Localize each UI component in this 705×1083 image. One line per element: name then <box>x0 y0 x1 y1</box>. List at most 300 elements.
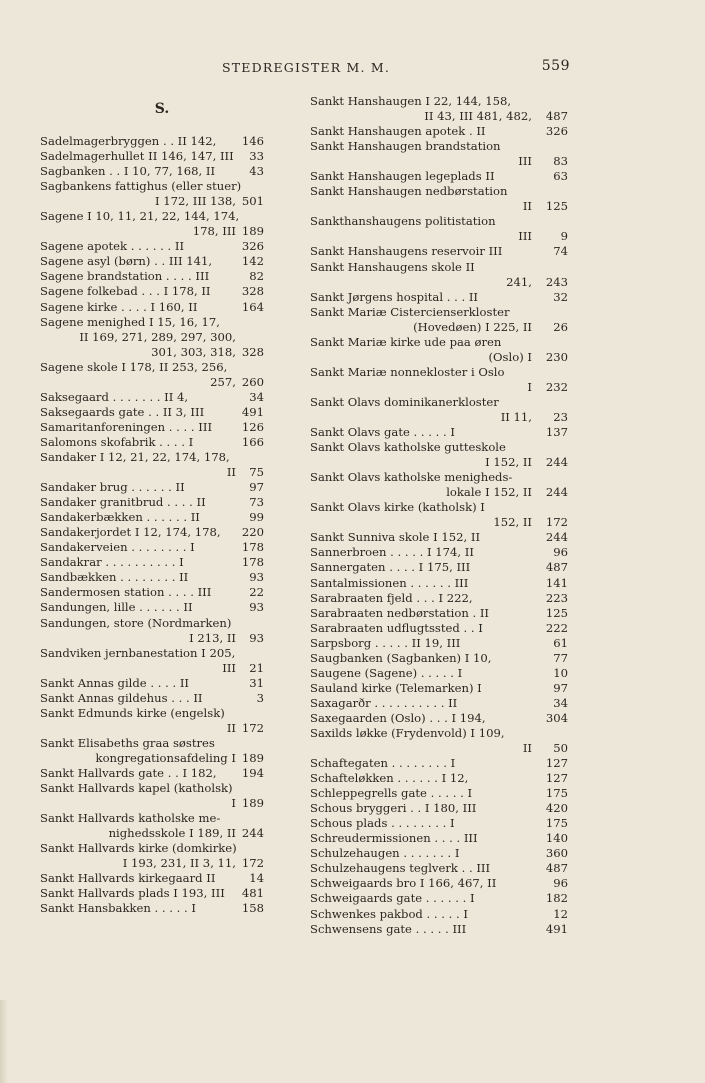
entry-text: Sankt Edmunds kirke (engelsk) <box>40 705 225 720</box>
entry-page-number: 93 <box>249 630 264 645</box>
index-entry-line <box>310 109 568 124</box>
entry-page-number: 420 <box>545 801 568 816</box>
entry-page-number: 487 <box>545 109 568 124</box>
entry-text: Schafteløkken . . . . . . I 12, <box>310 771 469 786</box>
entry-text: 152, II <box>493 515 532 530</box>
entry-text: I 193, 231, II 3, 11, <box>122 856 236 871</box>
entry-text: Sannerbroen . . . . . I 174, II <box>310 545 474 560</box>
entry-text: Sankt Hansbakken . . . . . I <box>40 901 196 916</box>
entry-page-number: 175 <box>545 786 568 801</box>
entry-page-number: 10 <box>553 665 568 680</box>
index-entry-line <box>40 570 264 585</box>
entry-text: Saxegaarden (Oslo) . . . I 194, <box>310 710 486 725</box>
entry-page-number: 164 <box>241 299 264 314</box>
index-entry-line <box>310 395 568 410</box>
index-entry-line <box>310 876 568 891</box>
entry-text: Sankt Elisabeths graa søstres <box>40 735 215 750</box>
index-entry-line <box>40 300 264 315</box>
entry-page-number: 63 <box>553 169 568 184</box>
entry-text: Sagbanken . . I 10, 77, 168, II <box>40 164 216 179</box>
entry-page-number: 50 <box>553 741 568 756</box>
index-entry-line <box>40 736 264 751</box>
index-entry-line <box>40 254 264 269</box>
index-entry-line <box>310 290 568 305</box>
entry-text: II <box>522 741 532 756</box>
index-entry-line <box>40 495 264 510</box>
index-entry-line <box>310 907 568 922</box>
entry-text: Sankt Hallvards katholske me- <box>40 811 221 826</box>
index-entry-line <box>40 525 264 540</box>
entry-text: Sandakerjordet I 12, 174, 178, <box>40 525 221 540</box>
entry-page-number: 223 <box>545 590 568 605</box>
entry-page-number: 73 <box>249 495 264 510</box>
index-entry-line <box>40 465 264 480</box>
entry-page-number: 93 <box>249 570 264 585</box>
index-entry-line <box>310 711 568 726</box>
entry-text: II <box>226 465 236 480</box>
entry-text: Sandermosen station . . . . III <box>40 585 212 600</box>
entry-text: Sagene apotek . . . . . . II <box>40 239 185 254</box>
index-entry-line <box>310 365 568 380</box>
entry-text: Sankt Annas gilde . . . . II <box>40 675 189 690</box>
entry-page-number: 487 <box>545 861 568 876</box>
entry-text: 241, <box>506 274 532 289</box>
index-entry-line <box>40 585 264 600</box>
index-entry-line <box>40 480 264 495</box>
entry-text: Sarabraaten nedbørstation . II <box>310 605 490 620</box>
entry-text: Sankthanshaugens politistation <box>310 214 496 229</box>
entry-text: Schulzehaugen . . . . . . . I <box>310 846 460 861</box>
entry-text: Santalmissionen . . . . . . III <box>310 575 469 590</box>
entry-page-number: 491 <box>545 921 568 936</box>
index-entry-line <box>310 591 568 606</box>
entry-text: Saksegaards gate . . II 3, III <box>40 404 205 419</box>
index-entry-line <box>40 345 264 360</box>
entry-page-number: 172 <box>241 856 264 871</box>
index-entry-line <box>310 861 568 876</box>
entry-page-number: 501 <box>241 194 264 209</box>
index-entry-line <box>310 199 568 214</box>
index-entry-line <box>310 485 568 500</box>
index-entry-line <box>40 766 264 781</box>
index-entry-line <box>40 224 264 239</box>
entry-text: Sagbankens fattighus (eller stuer) <box>40 179 242 194</box>
entry-text: Sankt Olavs katholske gutteskole <box>310 440 506 455</box>
entry-page-number: 158 <box>241 901 264 916</box>
index-entry-line <box>310 831 568 846</box>
index-entry-line <box>40 555 264 570</box>
entry-text: Sandakerveien . . . . . . . . I <box>40 540 195 555</box>
entry-text: Sarpsborg . . . . . II 19, III <box>310 635 461 650</box>
index-entry-line <box>40 540 264 555</box>
entry-text: Sankt Hanshaugens reservoir III <box>310 244 503 259</box>
entry-text: Sankt Hanshaugens skole II <box>310 259 475 274</box>
index-entry-line <box>40 841 264 856</box>
index-entry-line <box>310 666 568 681</box>
entry-text: Sandaker granitbrud . . . . II <box>40 495 206 510</box>
entry-text: 301, 303, 318, <box>151 344 236 359</box>
entry-text: Sagene asyl (børn) . . III 141, <box>40 254 213 269</box>
entry-text: Sadelmagerbryggen . . II 142, <box>40 134 217 148</box>
entry-text: Saugene (Sagene) . . . . . I <box>310 665 463 680</box>
entry-text: Schleppegrells gate . . . . . I <box>310 786 473 801</box>
entry-page-number: 244 <box>545 485 568 500</box>
entry-text: lokale I 152, II <box>446 485 532 500</box>
index-entry-line <box>310 726 568 741</box>
index-entry-line <box>310 576 568 591</box>
entry-page-number: 326 <box>545 124 568 139</box>
index-entry-line <box>40 691 264 706</box>
entry-text: Sagene folkebad . . . I 178, II <box>40 284 211 299</box>
left-column <box>40 94 264 916</box>
index-entry-line <box>40 510 264 525</box>
entry-text: Sandviken jernbanestation I 205, <box>40 645 236 660</box>
entry-text: (Oslo) I <box>488 349 532 364</box>
index-entry-line <box>40 796 264 811</box>
index-entry-line <box>40 269 264 284</box>
entry-page-number: 244 <box>545 530 568 545</box>
entry-text: Sannergaten . . . . I 175, III <box>310 560 471 575</box>
entry-text: Saxilds løkke (Frydenvold) I 109, <box>310 725 505 740</box>
entry-text: kongregationsafdeling I <box>95 750 236 765</box>
entry-text: Schwensens gate . . . . . III <box>310 921 467 936</box>
entry-page-number: 304 <box>545 710 568 725</box>
index-entry-line <box>310 410 568 425</box>
entry-page-number: 326 <box>241 239 264 254</box>
entry-page-number: 33 <box>249 149 264 164</box>
index-entry-line <box>310 696 568 711</box>
index-entry-line <box>40 134 264 149</box>
entry-text: Sankt Hanshaugen I 22, 144, 158, <box>310 94 512 108</box>
entry-page-number: 328 <box>241 344 264 359</box>
entry-text: Sandbækken . . . . . . . . II <box>40 570 189 585</box>
entry-page-number: 14 <box>249 871 264 886</box>
entry-page-number: 243 <box>545 274 568 289</box>
entry-text: Sankt Hallvards plads I 193, III <box>40 886 225 901</box>
index-entry-line <box>40 179 264 194</box>
index-entry-line <box>40 315 264 330</box>
index-entry-line <box>310 786 568 801</box>
entry-text: Sarabraaten udflugtssted . . I <box>310 620 483 635</box>
entry-text: Sankt Mariæ nonnekloster i Oslo <box>310 364 505 379</box>
entry-text: Sankt Hanshaugen nedbørstation <box>310 184 508 199</box>
entry-text: Sankt Hanshaugen brandstation <box>310 139 501 154</box>
entry-text: III <box>518 229 532 244</box>
index-entry-line <box>310 771 568 786</box>
index-entry-line <box>310 621 568 636</box>
index-entry-line <box>310 244 568 259</box>
index-entry-line <box>40 781 264 796</box>
entry-page-number: 328 <box>241 284 264 299</box>
entry-page-number: 96 <box>553 876 568 891</box>
entry-page-number: 244 <box>545 455 568 470</box>
index-entry-line <box>40 646 264 661</box>
entry-page-number: 189 <box>241 796 264 811</box>
index-entry-line <box>310 425 568 440</box>
running-header <box>0 58 705 80</box>
entry-text: Saksegaard . . . . . . . II 4, <box>40 389 189 404</box>
index-entry-line <box>310 214 568 229</box>
entry-text: Sauland kirke (Telemarken) I <box>310 680 482 695</box>
entry-page-number: 481 <box>241 886 264 901</box>
entry-text: Sagene menighed I 15, 16, 17, <box>40 314 220 329</box>
entry-text: Schous plads . . . . . . . . I <box>310 816 455 831</box>
entry-text: Sagene I 10, 11, 21, 22, 144, 174, <box>40 209 240 224</box>
entry-text: I 152, II <box>485 455 532 470</box>
entry-page-number: 3 <box>256 690 264 705</box>
entry-text: II 169, 271, 289, 297, 300, <box>79 329 236 344</box>
entry-text: Sankt Olavs katholske menigheds- <box>310 470 513 485</box>
index-entry-line <box>310 154 568 169</box>
entry-text: Sankt Hallvards kirkegaard II <box>40 871 216 886</box>
entry-page-number: 127 <box>545 756 568 771</box>
entry-text: Sankt Sunniva skole I 152, II <box>310 530 481 545</box>
entry-page-number: 127 <box>545 771 568 786</box>
index-entry-line <box>40 886 264 901</box>
index-entry-line <box>310 169 568 184</box>
entry-page-number: 31 <box>249 675 264 690</box>
entry-text: Sankt Olavs dominikanerkloster <box>310 394 499 409</box>
entry-text: Schweigaards gate . . . . . . I <box>310 891 475 906</box>
entry-text: Sandakerbækken . . . . . . II <box>40 510 200 525</box>
index-entry-line <box>310 184 568 199</box>
entry-page-number: 166 <box>241 434 264 449</box>
index-entry-line <box>40 661 264 676</box>
entry-text: II <box>522 199 532 214</box>
entry-text: Schwenkes pakbod . . . . . I <box>310 906 468 921</box>
index-entry-line <box>40 856 264 871</box>
index-entry-line <box>310 350 568 365</box>
index-entry-line <box>310 124 568 139</box>
entry-page-number: 125 <box>545 605 568 620</box>
index-entry-line <box>40 284 264 299</box>
entry-text: Sankt Hallvards kapel (katholsk) <box>40 781 233 796</box>
section-letter: S. <box>154 101 170 117</box>
entry-page-number: 99 <box>249 510 264 525</box>
entry-text: (Hovedøen) I 225, II <box>413 319 532 334</box>
entry-page-number: 83 <box>553 154 568 169</box>
entry-page-number: 182 <box>545 891 568 906</box>
entry-page-number: 34 <box>553 695 568 710</box>
right-column <box>310 94 568 937</box>
entry-page-number: 32 <box>553 289 568 304</box>
index-entry-line <box>40 360 264 375</box>
entry-text: III <box>518 154 532 169</box>
entry-page-number: 142 <box>241 254 264 269</box>
index-entry-line <box>40 390 264 405</box>
entry-text: Sandungen, lille . . . . . . II <box>40 600 193 615</box>
index-entry-line <box>310 756 568 771</box>
index-entry-line <box>40 450 264 465</box>
entry-text: Sagene brandstation . . . . III <box>40 269 210 284</box>
index-entry-line <box>40 826 264 841</box>
index-entry-line <box>40 164 264 179</box>
entry-page-number: 232 <box>545 379 568 394</box>
index-entry-line <box>40 706 264 721</box>
entry-text: Sankt Hallvards gate . . I 182, <box>40 765 217 780</box>
entry-page-number: 97 <box>553 680 568 695</box>
index-entry-line <box>40 420 264 435</box>
entry-page-number: 189 <box>241 224 264 239</box>
entry-page-number: 77 <box>553 650 568 665</box>
entry-page-number: 23 <box>553 409 568 424</box>
index-entry-line <box>40 631 264 646</box>
entry-page-number: 175 <box>545 816 568 831</box>
entry-page-number: 491 <box>241 404 264 419</box>
index-entry-line <box>40 405 264 420</box>
index-entry-line <box>310 305 568 320</box>
entry-page-number: 141 <box>545 575 568 590</box>
entry-text: I <box>527 379 532 394</box>
entry-page-number: 61 <box>553 635 568 650</box>
entry-page-number: 9 <box>560 229 568 244</box>
entry-text: Sankt Hallvards kirke (domkirke) <box>40 841 237 856</box>
entry-page-number: 34 <box>249 389 264 404</box>
index-entry-line <box>40 600 264 615</box>
index-entry-line <box>40 330 264 345</box>
index-entry-line <box>310 380 568 395</box>
entry-text: Schulzehaugens teglverk . . III <box>310 861 491 876</box>
entry-text: Sankt Annas gildehus . . . II <box>40 690 203 705</box>
index-entry-line <box>310 335 568 350</box>
entry-page-number: 487 <box>545 560 568 575</box>
page-edge-shadow <box>0 1000 8 1083</box>
index-entry-line <box>40 435 264 450</box>
entry-page-number: 26 <box>553 319 568 334</box>
index-entry-line <box>310 139 568 154</box>
index-entry-line <box>310 922 568 937</box>
entry-page-number: 74 <box>553 244 568 259</box>
index-entry-line <box>40 871 264 886</box>
index-entry-line <box>310 560 568 575</box>
entry-page-number: 97 <box>249 480 264 495</box>
entry-page-number: 244 <box>241 826 264 841</box>
entry-text: Samaritanforeningen . . . . III <box>40 419 213 434</box>
entry-page-number: 126 <box>241 419 264 434</box>
entry-text: Sankt Olavs kirke (katholsk) I <box>310 500 485 515</box>
entry-page-number: 178 <box>241 540 264 555</box>
entry-page-number: 178 <box>241 555 264 570</box>
entry-text: Saxagarðr . . . . . . . . . . II <box>310 695 458 710</box>
entry-text: I 172, III 138, <box>154 194 236 209</box>
header-title: STEDREGISTER M. M. <box>222 60 391 75</box>
entry-page-number: 260 <box>241 374 264 389</box>
entry-text: Schous bryggeri . . I 180, III <box>310 801 477 816</box>
entry-page-number: 12 <box>553 906 568 921</box>
index-entry-line <box>40 209 264 224</box>
index-entry-line <box>40 149 264 164</box>
entry-text: III <box>222 660 236 675</box>
index-entry-line <box>310 846 568 861</box>
entry-text: II <box>226 720 236 735</box>
entry-text: Sankt Olavs gate . . . . . I <box>310 425 455 440</box>
entry-text: Salomons skofabrik . . . . I <box>40 434 194 449</box>
entry-page-number: 360 <box>545 846 568 861</box>
index-entry-line <box>310 470 568 485</box>
entry-text: 257, <box>210 374 236 389</box>
index-entry-line <box>40 239 264 254</box>
entry-page-number: 21 <box>249 660 264 675</box>
index-entry-line <box>40 375 264 390</box>
index-entry-line <box>310 530 568 545</box>
entry-text: Sagene kirke . . . . I 160, II <box>40 299 198 314</box>
index-entry-line <box>310 260 568 275</box>
entry-page-number: 146 <box>241 134 264 148</box>
entry-text: Schweigaards bro I 166, 467, II <box>310 876 497 891</box>
index-entry-line <box>40 616 264 631</box>
entry-text: Sankt Mariæ Cistercienserkloster <box>310 304 510 319</box>
index-entry-line <box>40 676 264 691</box>
entry-text: Sandaker brug . . . . . . II <box>40 480 185 495</box>
entry-text: Sadelmagerhullet II 146, 147, III <box>40 149 234 164</box>
entry-page-number: 194 <box>241 765 264 780</box>
entry-page-number: 220 <box>241 525 264 540</box>
entry-page-number: 125 <box>545 199 568 214</box>
entry-page-number: 140 <box>545 831 568 846</box>
index-entry-line <box>310 681 568 696</box>
index-entry-line <box>310 891 568 906</box>
entry-page-number: 222 <box>545 620 568 635</box>
entry-page-number: 93 <box>249 600 264 615</box>
index-entry-line <box>310 636 568 651</box>
entry-text: I 213, II <box>189 630 236 645</box>
index-entry-line <box>310 500 568 515</box>
index-entry-line <box>310 515 568 530</box>
index-entry-line <box>310 651 568 666</box>
index-entry-line <box>310 606 568 621</box>
entry-text: II 11, <box>500 409 532 424</box>
entry-page-number: 82 <box>249 269 264 284</box>
entry-text: Schaftegaten . . . . . . . . I <box>310 756 456 771</box>
entry-text: Schreudermissionen . . . . III <box>310 831 478 846</box>
index-entry-line <box>40 751 264 766</box>
entry-page-number: 75 <box>249 465 264 480</box>
entry-text: I <box>231 796 236 811</box>
entry-text: Sandungen, store (Nordmarken) <box>40 615 232 630</box>
index-entry-line <box>40 194 264 209</box>
index-entry-line <box>40 811 264 826</box>
entry-page-number: 172 <box>241 720 264 735</box>
index-entry-line <box>310 741 568 756</box>
entry-text: Sarabraaten fjeld . . . I 222, <box>310 590 473 605</box>
entry-page-number: 189 <box>241 750 264 765</box>
entry-text: Sankt Mariæ kirke ude paa øren <box>310 334 502 349</box>
entry-text: Saugbanken (Sagbanken) I 10, <box>310 650 492 665</box>
index-entry-line <box>310 229 568 244</box>
entry-text: Sagene skole I 178, II 253, 256, <box>40 359 228 374</box>
entry-text: nighedsskole I 189, II <box>108 826 236 841</box>
page-number: 559 <box>541 58 570 74</box>
entry-page-number: 43 <box>249 164 264 179</box>
entry-text: Sandaker I 12, 21, 22, 174, 178, <box>40 449 230 464</box>
entry-text: 178, III <box>192 224 236 239</box>
index-entry-line <box>310 455 568 470</box>
entry-page-number: 96 <box>553 545 568 560</box>
index-entry-line <box>40 901 264 916</box>
index-entry-line <box>310 816 568 831</box>
index-entry-line <box>40 721 264 736</box>
entry-text: Sandakrar . . . . . . . . . . I <box>40 555 184 570</box>
entry-page-number: 172 <box>545 515 568 530</box>
entry-text: Sankt Hanshaugen apotek . II <box>310 124 486 139</box>
entry-text: Sankt Hanshaugen legeplads II <box>310 169 495 184</box>
entry-page-number: 137 <box>545 425 568 440</box>
index-entry-line <box>310 440 568 455</box>
entry-text: Sankt Jørgens hospital . . . II <box>310 289 479 304</box>
index-entry-line <box>310 801 568 816</box>
index-entry-line <box>310 545 568 560</box>
index-entry-line <box>310 320 568 335</box>
